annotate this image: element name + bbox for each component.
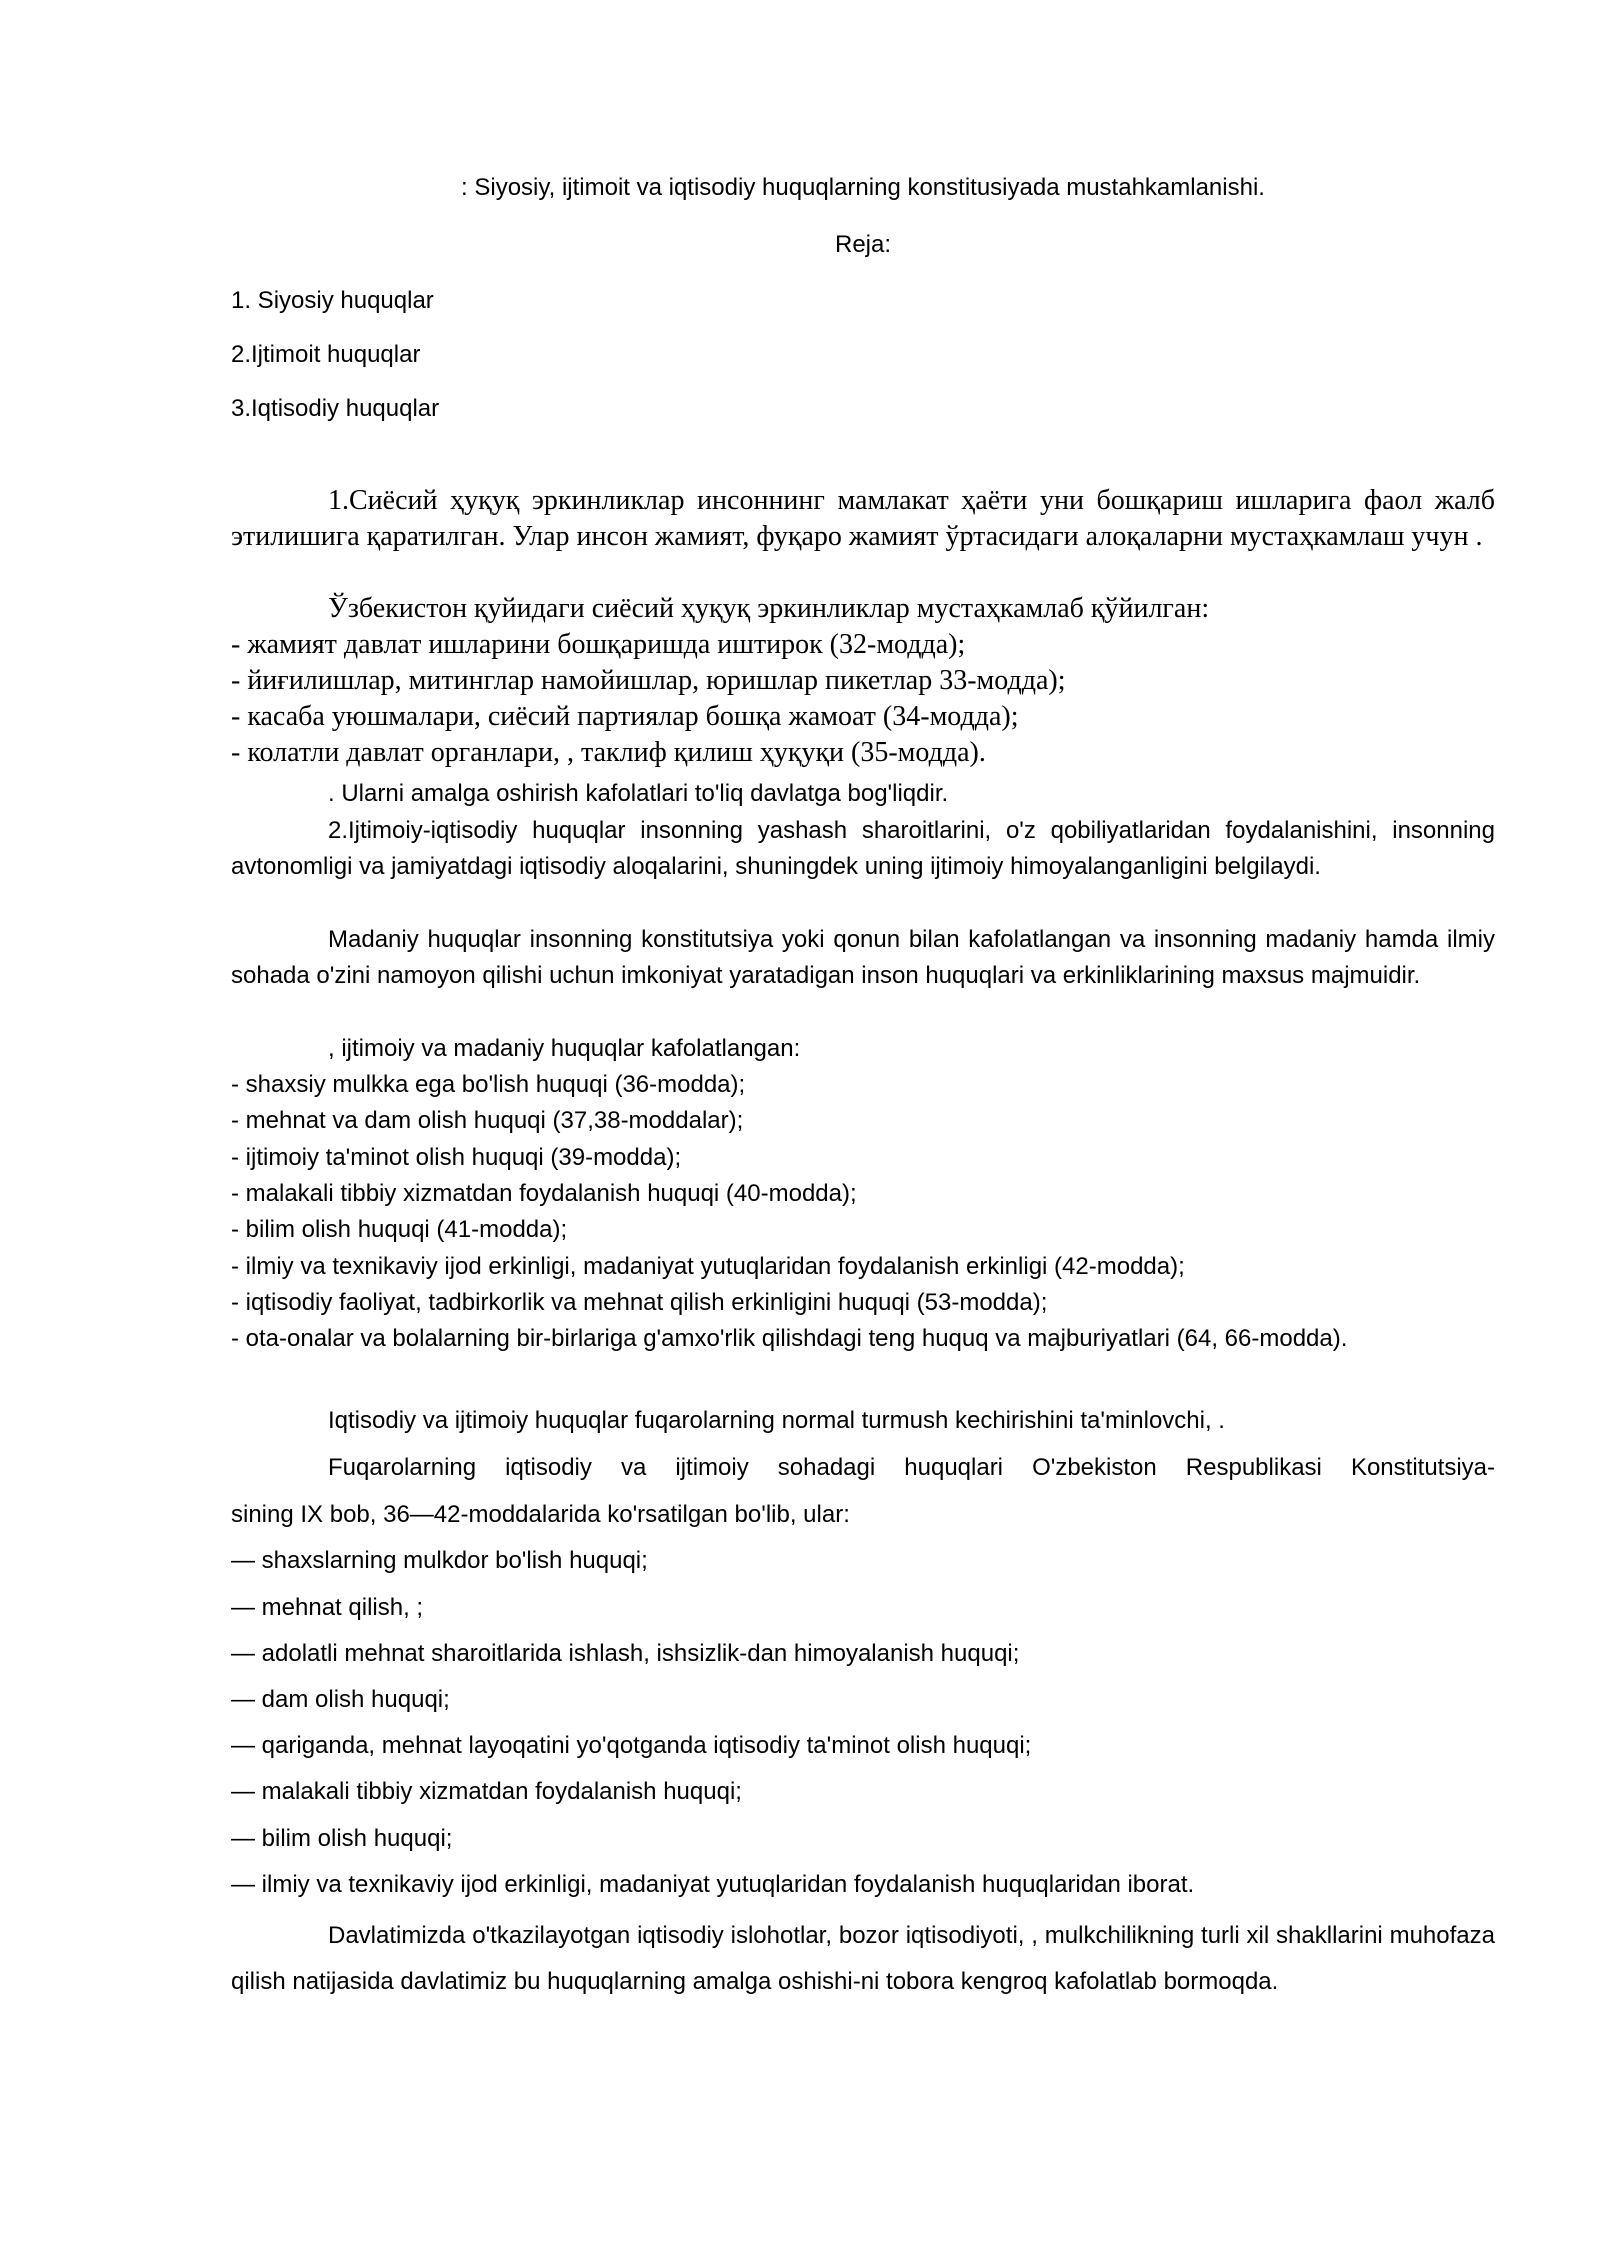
social-intro: 2.Ijtimoiy-iqtisodiy huquqlar insonning yashash sharoitlarini, o'z qobiliyatlaridan foydalanishini, insonning avtonomligi va jamiyatdagi iqtisodiy aloqalarini, shuningdek uning ijtimoiy himoyalanganligini belgilaydi. [231,817,1495,880]
plan-heading: Reja: [834,231,892,258]
political-lead: Ўзбекистон қуйидаги сиёсий ҳуқуқ эркинликлар мустаҳкамлаб қўйилган: [328,593,1210,624]
economic-intro-line: sining IX bob, 36—42-moddalarida ko'rsatilgan bo'lib, ular: [231,1501,850,1528]
plan-item: 3.Iqtisodiy huquqlar [231,395,440,422]
economic-summary: Iqtisodiy va ijtimoiy huquqlar fuqarolarning normal turmush kechirishini ta'minlovchi, . [328,1407,1225,1434]
political-guarantee: . Ularni amalga oshirish kafolatlari to'liq davlatga bog'liqdir. [328,780,949,807]
economic-list-item: — malakali tibbiy xizmatdan foydalanish huquqi; [231,1778,742,1805]
economic-list-item: — mehnat qilish, ; [231,1594,424,1621]
political-list-item: - йиғилишлар, митинглар намойишлар, юришлар пикетлар 33-модда); [231,665,1066,696]
cultural-rights-paragraph: Madaniy huquqlar insonning konstitutsiya yoki qonun bilan kafolatlangan va insonning madaniy hamda ilmiy sohada o'zini namoyon qilishi uchun imkoniyat yaratadigan inson huquqlari va erkinliklarining maxsus majmuidir. [231,926,1495,989]
social-list-item: - ilmiy va texnikaviy ijod erkinligi, madaniyat yutuqlaridan foydalanish erkinligi (42-modda); [231,1253,1185,1280]
economic-list-item: — ilmiy va texnikaviy ijod erkinligi, madaniyat yutuqlaridan foydalanish huquqlaridan iborat. [231,1871,1195,1898]
social-list-item: - ijtimoiy ta'minot olish huquqi (39-modda); [231,1144,682,1171]
political-list-item: - жамият давлат ишларини бошқаришда иштирок (32-модда); [231,629,966,660]
social-list-item: - iqtisodiy faoliyat, tadbirkorlik va mehnat qilish erkinligini huquqi (53-modda); [231,1289,1048,1316]
plan-item: 1. Siyosiy huquqlar [231,287,434,314]
economic-list-item: — qariganda, mehnat layoqatini yo'qotganda iqtisodiy ta'minot olish huquqi; [231,1732,1032,1759]
political-list-item: - колатли давлат органлари, , таклиф қилиш ҳуқуқи (35-модда). [231,737,986,768]
economic-intro-line: Fuqarolarning iqtisodiy va ijtimoiy sohadagi huquqlari O'zbekiston Respublikasi Konstitutsiya- [328,1454,1495,1481]
social-list-item: - bilim olish huquqi (41-modda); [231,1216,568,1243]
social-list-item: - mehnat va dam olish huquqi (37,38-moddalar); [231,1107,744,1134]
social-list-item: - ota-onalar va bolalarning bir-birlariga g'amxo'rlik qilishdagi teng huquq va majburiyatlari (64, 66-modda). [231,1325,1348,1352]
social-list-item: - malakali tibbiy xizmatdan foydalanish huquqi (40-modda); [231,1180,857,1207]
economic-list-item: — dam olish huquqi; [231,1686,450,1713]
social-lead: , ijtimoiy va madaniy huquqlar kafolatlangan: [328,1035,801,1062]
conclusion-paragraph: Davlatimizda o'tkazilayotgan iqtisodiy islohotlar, bozor iqtisodiyoti, , mulkchilikning turli xil shakllarini muhofaza qilish natijasida davlatimiz bu huquqlarning amalga oshishi-ni tobora kengroq kafolatlab bormoqda. [231,1922,1495,1995]
economic-list-item: — shaxslarning mulkdor bo'lish huquqi; [231,1547,648,1574]
political-list-item: - касаба уюшмалари, сиёсий партиялар бошқа жамоат (34-модда); [231,701,1019,732]
economic-list-item: — adolatli mehnat sharoitlarida ishlash, ishsizlik-dan himoyalanish huquqi; [231,1640,1020,1667]
social-list-item: - shaxsiy mulkka ega bo'lish huquqi (36-modda); [231,1071,746,1098]
political-intro: 1.Сиёсий ҳуқуқ эркинликлар инсоннинг мамлакат ҳаёти уни бошқариш ишларига фаол жалб этилишига қаратилган. Улар инсон жамият, фуқаро жамият ўртасидаги алоқаларни мустаҳкамлаш учун . [231,485,1495,552]
plan-item: 2.Ijtimoit huquqlar [231,341,421,368]
economic-list-item: — bilim olish huquqi; [231,1825,453,1852]
document-title: : Siyosiy, ijtimoit va iqtisodiy huquqlarning konstitusiyada mustahkamlanishi. [461,174,1265,201]
